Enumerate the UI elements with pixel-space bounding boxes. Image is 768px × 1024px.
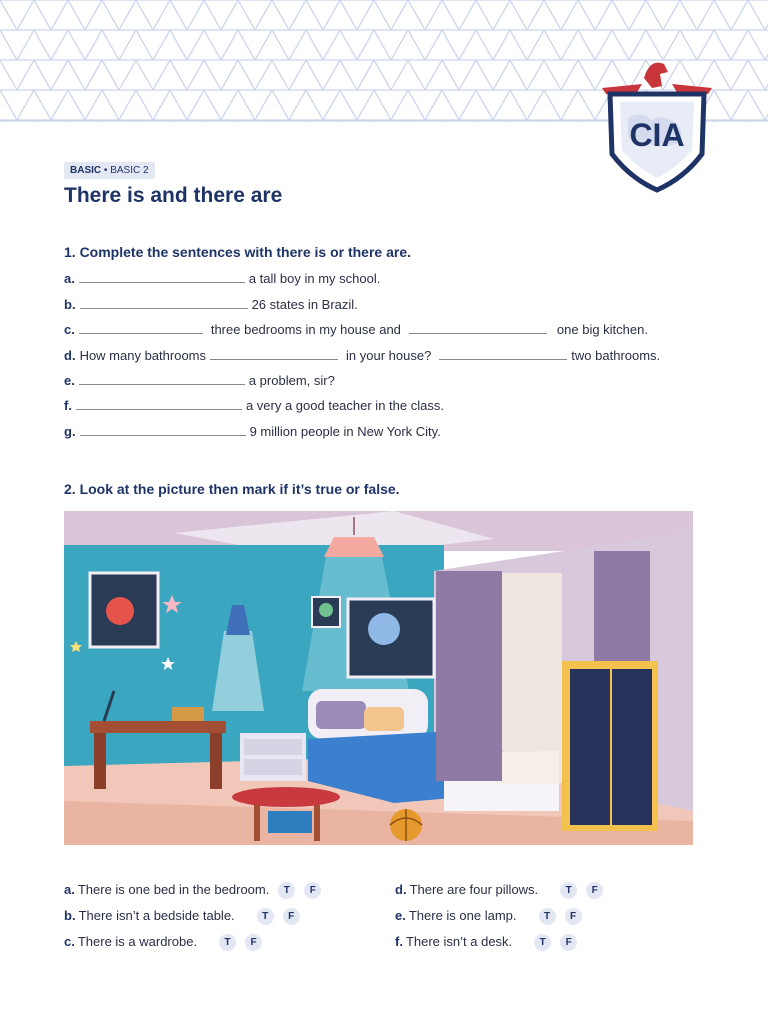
answer-blank[interactable] <box>79 323 203 334</box>
badge-separator: • <box>101 165 111 176</box>
item-text: 9 million people in New York City. <box>249 424 441 439</box>
ex1-item-f <box>64 398 444 413</box>
ex1-item-c <box>64 322 648 337</box>
ex1-item-d <box>64 348 660 363</box>
level-label: BASIC <box>70 165 102 176</box>
true-option[interactable]: T <box>219 934 236 951</box>
item-letter: e. <box>64 373 75 388</box>
ex1-item-g <box>64 424 441 439</box>
answer-blank[interactable] <box>76 399 242 410</box>
answer-blank[interactable] <box>80 425 246 436</box>
item-text: How many bathrooms <box>79 348 207 363</box>
tf-item-a <box>64 882 321 899</box>
item-text: two bathrooms. <box>571 348 661 363</box>
answer-blank[interactable] <box>79 272 245 283</box>
item-letter: c. <box>64 322 75 337</box>
tf-item-d <box>395 882 603 899</box>
logo-text: CIA <box>629 117 685 153</box>
item-text: in your house? <box>346 348 432 363</box>
tf-item-f <box>395 934 577 951</box>
true-option[interactable]: T <box>278 882 295 899</box>
item-text: a problem, sir? <box>248 373 335 388</box>
page-title: There is and there are <box>64 184 283 207</box>
item-text: There are four pillows. <box>409 882 539 897</box>
sublevel-label: BASIC 2 <box>110 165 149 176</box>
ex1-item-a <box>64 271 380 286</box>
true-option[interactable]: T <box>560 882 577 899</box>
item-letter: b. <box>64 908 76 923</box>
true-option[interactable]: T <box>539 908 556 925</box>
level-badge <box>64 162 155 179</box>
false-option[interactable]: F <box>304 882 321 899</box>
bedroom-illustration <box>64 511 693 845</box>
item-text: 26 states in Brazil. <box>251 297 358 312</box>
true-option[interactable]: T <box>534 934 551 951</box>
item-letter: g. <box>64 424 76 439</box>
false-option[interactable]: F <box>586 882 603 899</box>
item-letter: c. <box>64 934 75 949</box>
item-text: one big kitchen. <box>556 322 648 337</box>
item-letter: e. <box>395 908 406 923</box>
item-letter: a. <box>64 271 75 286</box>
tf-item-e <box>395 908 582 925</box>
false-option[interactable]: F <box>565 908 582 925</box>
exercise2-heading: 2. Look at the picture then mark if it’s true or false. <box>64 481 400 497</box>
ex1-item-b <box>64 297 358 312</box>
item-letter: a. <box>64 882 75 897</box>
exercise1-heading: 1. Complete the sentences with there is or there are. <box>64 244 411 260</box>
tf-item-c <box>64 934 262 951</box>
cia-logo <box>592 58 722 194</box>
item-text: There is one bed in the bedroom. <box>77 882 270 897</box>
item-letter: f. <box>64 398 72 413</box>
item-letter: d. <box>64 348 76 363</box>
false-option[interactable]: F <box>560 934 577 951</box>
item-letter: f. <box>395 934 403 949</box>
item-text: There is a wardrobe. <box>77 934 198 949</box>
answer-blank[interactable] <box>210 349 338 360</box>
answer-blank[interactable] <box>79 374 245 385</box>
item-text: a tall boy in my school. <box>248 271 381 286</box>
item-letter: d. <box>395 882 407 897</box>
item-text: a very a good teacher in the class. <box>245 398 444 413</box>
answer-blank[interactable] <box>409 323 547 334</box>
false-option[interactable]: F <box>283 908 300 925</box>
answer-blank[interactable] <box>439 349 567 360</box>
item-text: There isn’t a desk. <box>405 934 513 949</box>
item-letter: b. <box>64 297 76 312</box>
item-text: There is one lamp. <box>408 908 517 923</box>
tf-item-b <box>64 908 300 925</box>
item-text: three bedrooms in my house and <box>210 322 401 337</box>
answer-blank[interactable] <box>80 298 248 309</box>
false-option[interactable]: F <box>245 934 262 951</box>
true-option[interactable]: T <box>257 908 274 925</box>
item-text: There isn’t a bedside table. <box>78 908 235 923</box>
ex1-item-e <box>64 373 335 388</box>
